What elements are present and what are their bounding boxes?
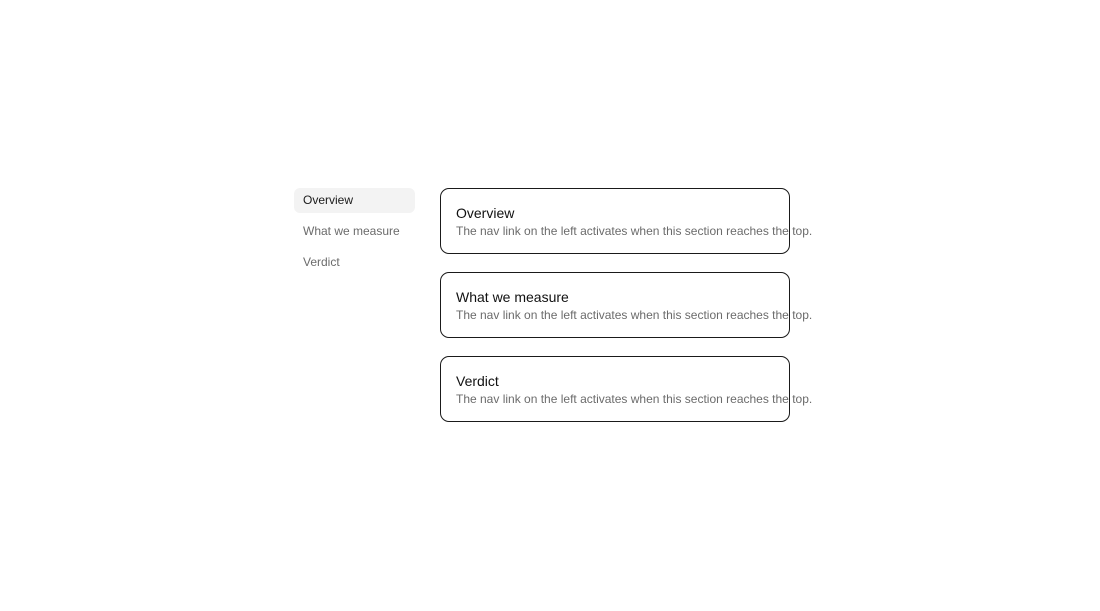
section-description: The nav link on the left activates when this section reaches the top. (456, 308, 813, 322)
section-card-verdict (440, 356, 813, 422)
section-card-what-we-measure (440, 272, 813, 338)
section-title: Overview (456, 205, 515, 221)
section-card-overview (440, 188, 813, 254)
section-description: The nav link on the left activates when this section reaches the top. (456, 224, 813, 238)
section-description: The nav link on the left activates when this section reaches the top. (456, 392, 813, 406)
sections-list (440, 188, 813, 422)
section-nav (294, 188, 415, 422)
nav-link-what-we-measure[interactable]: What we measure (303, 224, 400, 238)
section-title: What we measure (456, 289, 569, 305)
page-layout (294, 188, 813, 422)
section-title: Verdict (456, 373, 499, 389)
nav-link-overview[interactable]: Overview (294, 188, 415, 213)
nav-link-verdict[interactable]: Verdict (303, 255, 340, 269)
